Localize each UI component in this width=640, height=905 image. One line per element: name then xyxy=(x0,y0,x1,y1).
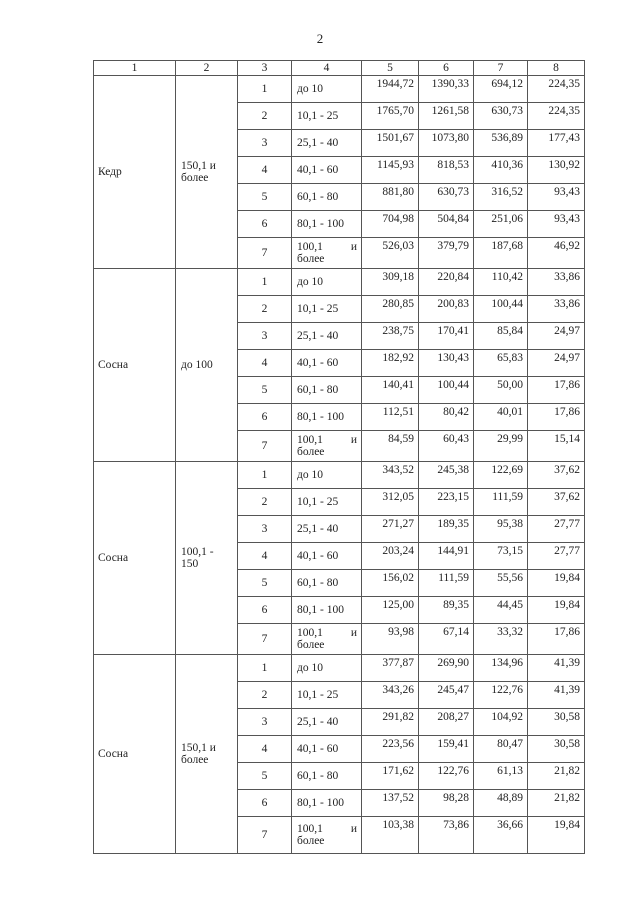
range-cell: 10,1 - 25 xyxy=(292,296,362,323)
value-cell-v8: 177,43 xyxy=(528,130,585,157)
value-cell-v7: 316,52 xyxy=(474,184,528,211)
range-cell: 80,1 - 100 xyxy=(292,211,362,238)
row-number: 4 xyxy=(238,157,292,184)
diameter-line: до 100 xyxy=(181,359,213,371)
value-cell-v7: 33,32 xyxy=(474,624,528,655)
range-cell: 40,1 - 60 xyxy=(292,543,362,570)
range-end: более xyxy=(297,639,325,651)
value-cell-v7: 48,89 xyxy=(474,790,528,817)
range-cell: до 10 xyxy=(292,462,362,489)
diameter-line: более xyxy=(181,172,209,184)
value-cell-v7: 134,96 xyxy=(474,655,528,682)
range-end: более xyxy=(297,253,325,265)
diameter-line: более xyxy=(181,754,209,766)
value-cell-v6: 208,27 xyxy=(419,709,474,736)
column-header: 7 xyxy=(474,61,528,76)
row-number: 2 xyxy=(238,103,292,130)
value-cell-v5: 156,02 xyxy=(362,570,419,597)
value-cell-v5: 1944,72 xyxy=(362,76,419,103)
value-cell-v8: 27,77 xyxy=(528,516,585,543)
range-cell: 25,1 - 40 xyxy=(292,130,362,157)
value-cell-v8: 41,39 xyxy=(528,682,585,709)
table-row xyxy=(94,76,585,103)
value-cell-v5: 291,82 xyxy=(362,709,419,736)
value-cell-v8: 41,39 xyxy=(528,655,585,682)
value-cell-v5: 171,62 xyxy=(362,763,419,790)
value-cell-v6: 269,90 xyxy=(419,655,474,682)
rates-table xyxy=(93,60,585,854)
value-cell-v6: 170,41 xyxy=(419,323,474,350)
value-cell-v5: 704,98 xyxy=(362,211,419,238)
value-cell-v7: 630,73 xyxy=(474,103,528,130)
value-cell-v7: 536,89 xyxy=(474,130,528,157)
row-number: 7 xyxy=(238,431,292,462)
range-start: 100,1 xyxy=(297,241,323,253)
value-cell-v5: 343,52 xyxy=(362,462,419,489)
value-cell-v5: 112,51 xyxy=(362,404,419,431)
value-cell-v7: 694,12 xyxy=(474,76,528,103)
value-cell-v8: 24,97 xyxy=(528,350,585,377)
range-cell xyxy=(292,431,362,462)
value-cell-v5: 182,92 xyxy=(362,350,419,377)
range-conjunction: и xyxy=(350,434,357,446)
range-end: более xyxy=(297,446,325,458)
range-cell: 80,1 - 100 xyxy=(292,790,362,817)
diameter-line: 100,1 - xyxy=(181,546,214,558)
value-cell-v7: 187,68 xyxy=(474,238,528,269)
value-cell-v8: 27,77 xyxy=(528,543,585,570)
value-cell-v7: 55,56 xyxy=(474,570,528,597)
range-start: 100,1 xyxy=(297,823,323,835)
row-number: 4 xyxy=(238,543,292,570)
value-cell-v5: 125,00 xyxy=(362,597,419,624)
value-cell-v8: 21,82 xyxy=(528,763,585,790)
row-number: 5 xyxy=(238,763,292,790)
value-cell-v8: 15,14 xyxy=(528,431,585,462)
value-cell-v6: 60,43 xyxy=(419,431,474,462)
range-cell: 25,1 - 40 xyxy=(292,323,362,350)
value-cell-v6: 379,79 xyxy=(419,238,474,269)
value-cell-v7: 73,15 xyxy=(474,543,528,570)
range-line xyxy=(297,241,357,253)
species-name: Сосна xyxy=(98,748,129,760)
column-header: 1 xyxy=(94,61,176,76)
row-number: 7 xyxy=(238,624,292,655)
range-line xyxy=(297,823,357,835)
value-cell-v8: 46,92 xyxy=(528,238,585,269)
diameter-cell xyxy=(176,655,238,854)
value-cell-v5: 238,75 xyxy=(362,323,419,350)
range-cell: 10,1 - 25 xyxy=(292,489,362,516)
value-cell-v8: 21,82 xyxy=(528,790,585,817)
column-header: 8 xyxy=(528,61,585,76)
value-cell-v6: 504,84 xyxy=(419,211,474,238)
row-number: 1 xyxy=(238,76,292,103)
value-cell-v7: 40,01 xyxy=(474,404,528,431)
value-cell-v6: 220,84 xyxy=(419,269,474,296)
value-cell-v6: 200,83 xyxy=(419,296,474,323)
value-cell-v6: 98,28 xyxy=(419,790,474,817)
value-cell-v5: 343,26 xyxy=(362,682,419,709)
range-conjunction: и xyxy=(350,823,357,835)
value-cell-v7: 111,59 xyxy=(474,489,528,516)
range-conjunction: и xyxy=(350,627,357,639)
range-cell: 25,1 - 40 xyxy=(292,516,362,543)
species-name: Сосна xyxy=(98,552,129,564)
value-cell-v5: 103,38 xyxy=(362,817,419,854)
row-number: 7 xyxy=(238,238,292,269)
range-cell: 40,1 - 60 xyxy=(292,157,362,184)
value-cell-v8: 33,86 xyxy=(528,269,585,296)
value-cell-v8: 30,58 xyxy=(528,709,585,736)
row-number: 2 xyxy=(238,489,292,516)
value-cell-v6: 630,73 xyxy=(419,184,474,211)
value-cell-v8: 17,86 xyxy=(528,377,585,404)
value-cell-v7: 251,06 xyxy=(474,211,528,238)
diameter-cell xyxy=(176,269,238,462)
value-cell-v5: 203,24 xyxy=(362,543,419,570)
range-cell: 60,1 - 80 xyxy=(292,377,362,404)
species-cell xyxy=(94,269,176,462)
range-line xyxy=(297,627,357,639)
value-cell-v8: 33,86 xyxy=(528,296,585,323)
range-line xyxy=(297,434,357,446)
row-number: 6 xyxy=(238,790,292,817)
value-cell-v5: 881,80 xyxy=(362,184,419,211)
value-cell-v8: 93,43 xyxy=(528,211,585,238)
value-cell-v6: 159,41 xyxy=(419,736,474,763)
table-row xyxy=(94,462,585,489)
value-cell-v7: 61,13 xyxy=(474,763,528,790)
value-cell-v6: 245,38 xyxy=(419,462,474,489)
row-number: 1 xyxy=(238,269,292,296)
value-cell-v6: 130,43 xyxy=(419,350,474,377)
diameter-cell xyxy=(176,76,238,269)
row-number: 6 xyxy=(238,211,292,238)
row-number: 3 xyxy=(238,323,292,350)
diameter-line: 150,1 и xyxy=(181,160,216,172)
value-cell-v5: 137,52 xyxy=(362,790,419,817)
value-cell-v5: 84,59 xyxy=(362,431,419,462)
value-cell-v5: 1501,67 xyxy=(362,130,419,157)
diameter-line: 150,1 и xyxy=(181,742,216,754)
row-number: 2 xyxy=(238,682,292,709)
row-number: 1 xyxy=(238,462,292,489)
value-cell-v5: 140,41 xyxy=(362,377,419,404)
row-number: 5 xyxy=(238,570,292,597)
value-cell-v6: 80,42 xyxy=(419,404,474,431)
range-cell: 80,1 - 100 xyxy=(292,597,362,624)
value-cell-v7: 65,83 xyxy=(474,350,528,377)
value-cell-v7: 95,38 xyxy=(474,516,528,543)
value-cell-v8: 19,84 xyxy=(528,570,585,597)
value-cell-v7: 80,47 xyxy=(474,736,528,763)
value-cell-v8: 19,84 xyxy=(528,597,585,624)
value-cell-v5: 93,98 xyxy=(362,624,419,655)
value-cell-v7: 100,44 xyxy=(474,296,528,323)
value-cell-v8: 30,58 xyxy=(528,736,585,763)
diameter-cell xyxy=(176,462,238,655)
column-header: 4 xyxy=(292,61,362,76)
column-header: 6 xyxy=(419,61,474,76)
range-start: 100,1 xyxy=(297,434,323,446)
value-cell-v6: 89,35 xyxy=(419,597,474,624)
value-cell-v6: 73,86 xyxy=(419,817,474,854)
value-cell-v5: 377,87 xyxy=(362,655,419,682)
species-name: Кедр xyxy=(98,166,122,178)
range-cell: 80,1 - 100 xyxy=(292,404,362,431)
value-cell-v6: 189,35 xyxy=(419,516,474,543)
value-cell-v8: 224,35 xyxy=(528,103,585,130)
row-number: 4 xyxy=(238,736,292,763)
column-header: 3 xyxy=(238,61,292,76)
species-cell xyxy=(94,76,176,269)
value-cell-v6: 818,53 xyxy=(419,157,474,184)
value-cell-v6: 245,47 xyxy=(419,682,474,709)
value-cell-v8: 37,62 xyxy=(528,489,585,516)
range-cell: 10,1 - 25 xyxy=(292,682,362,709)
row-number: 2 xyxy=(238,296,292,323)
value-cell-v5: 280,85 xyxy=(362,296,419,323)
range-end: более xyxy=(297,835,325,847)
value-cell-v6: 1073,80 xyxy=(419,130,474,157)
value-cell-v8: 19,84 xyxy=(528,817,585,854)
value-cell-v8: 17,86 xyxy=(528,404,585,431)
value-cell-v8: 24,97 xyxy=(528,323,585,350)
value-cell-v8: 17,86 xyxy=(528,624,585,655)
range-cell xyxy=(292,817,362,854)
row-number: 5 xyxy=(238,184,292,211)
table-row xyxy=(94,269,585,296)
value-cell-v7: 50,00 xyxy=(474,377,528,404)
value-cell-v6: 223,15 xyxy=(419,489,474,516)
page-number: 2 xyxy=(316,31,324,46)
species-name: Сосна xyxy=(98,359,129,371)
value-cell-v8: 224,35 xyxy=(528,76,585,103)
value-cell-v5: 1145,93 xyxy=(362,157,419,184)
species-cell xyxy=(94,655,176,854)
value-cell-v8: 130,92 xyxy=(528,157,585,184)
range-cell: до 10 xyxy=(292,655,362,682)
value-cell-v7: 122,69 xyxy=(474,462,528,489)
table-header-row xyxy=(94,61,585,76)
value-cell-v6: 1261,58 xyxy=(419,103,474,130)
range-cell: до 10 xyxy=(292,76,362,103)
row-number: 6 xyxy=(238,597,292,624)
species-cell xyxy=(94,462,176,655)
diameter-line: 150 xyxy=(181,558,199,570)
value-cell-v6: 100,44 xyxy=(419,377,474,404)
value-cell-v6: 67,14 xyxy=(419,624,474,655)
row-number: 7 xyxy=(238,817,292,854)
value-cell-v5: 271,27 xyxy=(362,516,419,543)
table-row xyxy=(94,655,585,682)
range-cell: 60,1 - 80 xyxy=(292,570,362,597)
value-cell-v7: 29,99 xyxy=(474,431,528,462)
value-cell-v6: 144,91 xyxy=(419,543,474,570)
value-cell-v5: 223,56 xyxy=(362,736,419,763)
range-cell: 40,1 - 60 xyxy=(292,736,362,763)
row-number: 6 xyxy=(238,404,292,431)
column-header: 5 xyxy=(362,61,419,76)
range-cell xyxy=(292,624,362,655)
value-cell-v6: 122,76 xyxy=(419,763,474,790)
value-cell-v7: 85,84 xyxy=(474,323,528,350)
range-start: 100,1 xyxy=(297,627,323,639)
value-cell-v8: 93,43 xyxy=(528,184,585,211)
value-cell-v7: 110,42 xyxy=(474,269,528,296)
row-number: 3 xyxy=(238,130,292,157)
row-number: 1 xyxy=(238,655,292,682)
value-cell-v5: 312,05 xyxy=(362,489,419,516)
value-cell-v6: 1390,33 xyxy=(419,76,474,103)
range-cell: 60,1 - 80 xyxy=(292,184,362,211)
range-conjunction: и xyxy=(350,241,357,253)
row-number: 3 xyxy=(238,709,292,736)
value-cell-v5: 1765,70 xyxy=(362,103,419,130)
range-cell: 60,1 - 80 xyxy=(292,763,362,790)
column-header: 2 xyxy=(176,61,238,76)
value-cell-v7: 44,45 xyxy=(474,597,528,624)
row-number: 5 xyxy=(238,377,292,404)
value-cell-v8: 37,62 xyxy=(528,462,585,489)
value-cell-v7: 104,92 xyxy=(474,709,528,736)
range-cell: до 10 xyxy=(292,269,362,296)
range-cell: 10,1 - 25 xyxy=(292,103,362,130)
value-cell-v5: 309,18 xyxy=(362,269,419,296)
range-cell: 25,1 - 40 xyxy=(292,709,362,736)
row-number: 3 xyxy=(238,516,292,543)
value-cell-v5: 526,03 xyxy=(362,238,419,269)
value-cell-v7: 410,36 xyxy=(474,157,528,184)
row-number: 4 xyxy=(238,350,292,377)
value-cell-v7: 122,76 xyxy=(474,682,528,709)
value-cell-v6: 111,59 xyxy=(419,570,474,597)
value-cell-v7: 36,66 xyxy=(474,817,528,854)
range-cell: 40,1 - 60 xyxy=(292,350,362,377)
range-cell xyxy=(292,238,362,269)
